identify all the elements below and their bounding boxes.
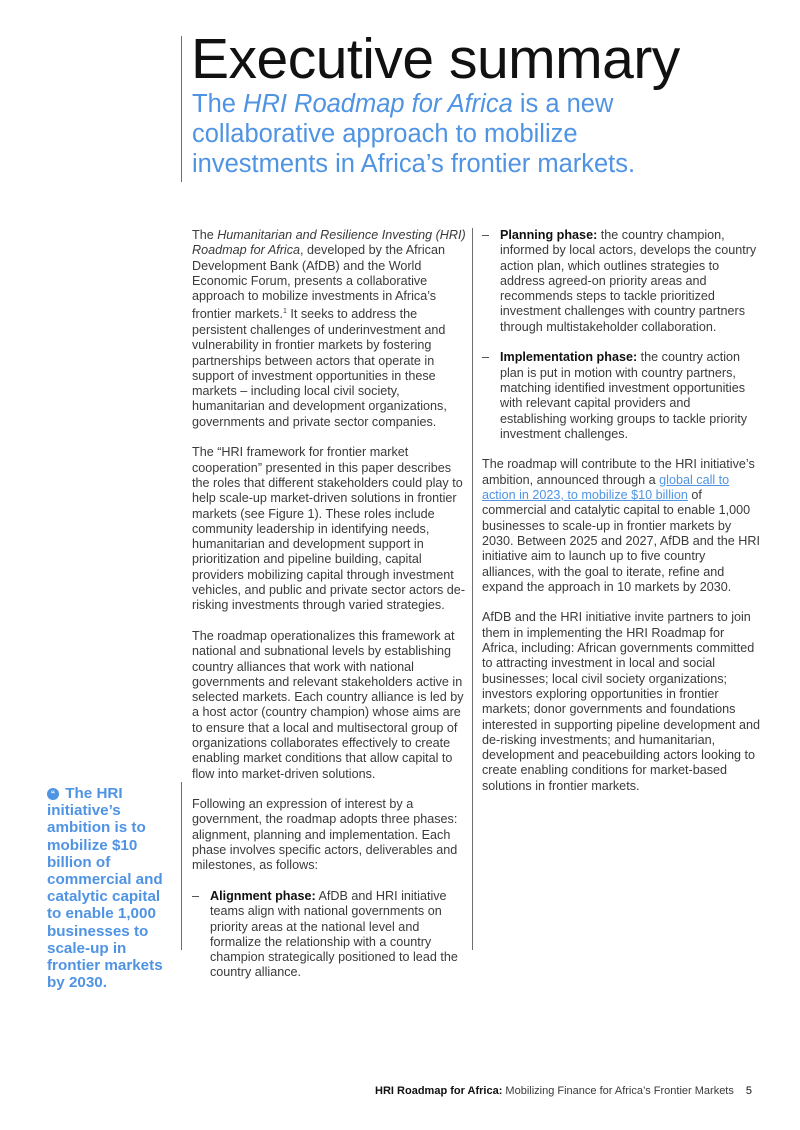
pull-quote-text: The HRI initiative’s ambition is to mobilize $10 billion of commercial and catalytic capital to enable 1,000 businesses to scale-up in frontier markets by 2030. — [47, 785, 163, 992]
intro-text-b: , developed by the African Development Bank (AfDB) and the World Economic Forum, presents a collaborative approach to mobilize investments in Africa’s frontier markets. — [192, 243, 445, 322]
phase-label: Implementation phase: — [500, 350, 638, 365]
paragraph-framework: The “HRI framework for frontier market cooperation” presented in this paper describes the roles that different stakeholders could play to help scale-up market-driven solutions in frontier markets (see Figure 1). These roles include community leadership in identifying needs, humanitarian and development support in prioritization and pipeline building, capital providers mobilizing capital through investment vehicles, and public and private sector actors de-risking investments through varied strategies. — [192, 445, 466, 613]
phase-item-implementation — [482, 350, 760, 442]
phase-item-alignment — [192, 889, 472, 981]
page-number: 5 — [745, 1085, 752, 1097]
pull-quote — [47, 785, 177, 991]
subtitle-post: is a new collaborative approach to mobilize investments in Africa’s frontier markets. — [192, 90, 636, 178]
phase-item-planning — [482, 228, 760, 335]
phase-text: AfDB and HRI initiative teams align with national governments on priority areas at the national level and formalize the relationship with a country champion strategically positioned to lead the country alliance. — [210, 888, 458, 980]
quote-icon: “ — [47, 788, 59, 800]
phase-label: Planning phase: — [500, 228, 598, 242]
paragraph-operationalization: The roadmap operationalizes this framework at national and subnational levels by establishing country alliances that work with national governments and relevant stakeholders active in selected markets. Each country alliance is led by a host actor (country champion) whose aims are to ensure that a local and multisectoral group of organizations collaborates effectively to create enabling market conditions that allow capital to flow into market-driven solutions. — [192, 628, 464, 781]
phase-list-left — [192, 889, 472, 981]
bullet-dash: – — [482, 228, 490, 242]
contribution-text-a: The roadmap will contribute to the HRI initiative’s ambition, announced through a — [482, 457, 755, 487]
footnote-ref[interactable]: 1 — [282, 308, 287, 316]
footer-title-bold: HRI Roadmap for Africa: — [375, 1085, 503, 1097]
subtitle-italic: HRI Roadmap for Africa — [243, 90, 513, 118]
page-title: Executive summary — [191, 27, 680, 91]
phase-text: the country champion, informed by local actors, develops the country action plan, which outlines strategies to address agreed-on priority areas and recommends steps to tackle prioritized investment challenges with country partners through multistakeholder collaboration. — [500, 228, 757, 334]
intro-text-c: It seeks to address the persistent challenges of underinvestment and vulnerability in frontier markets by fostering partnerships between actors that operate in support of investment opportunities in these markets – including local civil society, humanitarian and development organizations, governments and private sector companies. — [192, 307, 447, 429]
phase-label: Alignment phase: — [210, 888, 316, 903]
column-divider — [472, 228, 473, 950]
bullet-dash: – — [482, 350, 490, 365]
header-divider — [181, 36, 182, 182]
intro-text-a: The — [192, 228, 218, 242]
paragraph-contribution — [482, 457, 760, 595]
global-call-link[interactable]: global call to action in 2023, to mobilize $10 billion — [482, 472, 730, 503]
phase-list-right — [482, 228, 760, 442]
bullet-dash: – — [192, 888, 200, 903]
phase-text: the country action plan is put in motion with country partners, matching identified investment opportunities with relevant capital providers and establishing working groups to tackle priority investment challenges. — [500, 350, 748, 441]
paragraph-phases-intro: Following an expression of interest by a government, the roadmap adopts three phases: alignment, planning and implementation. Each phase involves specific actors, deliverables and milestones, as follows: — [192, 797, 458, 873]
page-subtitle — [192, 89, 712, 179]
pullquote-divider — [181, 782, 182, 950]
paragraph-invitation: AfDB and the HRI initiative invite partners to join them in implementing the HRI Roadmap for Africa, including: African governments committed to attracting investment in local and social businesses; local civil society organizations; investors exploring opportunities in frontier markets; donor governments and foundations interested in supporting pipeline development and de-risking investments; and humanitarian, development and peacebuilding actors looking to create enabling conditions for market-based solutions in frontier markets. — [482, 610, 760, 793]
page-footer — [375, 1085, 752, 1097]
subtitle-pre: The — [192, 90, 244, 118]
footer-title-rest: Mobilizing Finance for Africa’s Frontier Markets — [502, 1085, 734, 1097]
paragraph-intro — [192, 228, 472, 430]
intro-italic-title: Humanitarian and Resilience Investing (HRI) Roadmap for Africa — [192, 228, 466, 258]
contribution-text-b: of commercial and catalytic capital to enable 1,000 businesses to scale-up in frontier markets by 2030. Between 2025 and 2027, AfDB and the HRI initiative aim to launch up to five country alliances, with the goal to iterate, refine and expand the approach in 10 markets by 2030. — [482, 488, 760, 594]
left-column — [192, 228, 472, 996]
right-column — [482, 228, 760, 809]
